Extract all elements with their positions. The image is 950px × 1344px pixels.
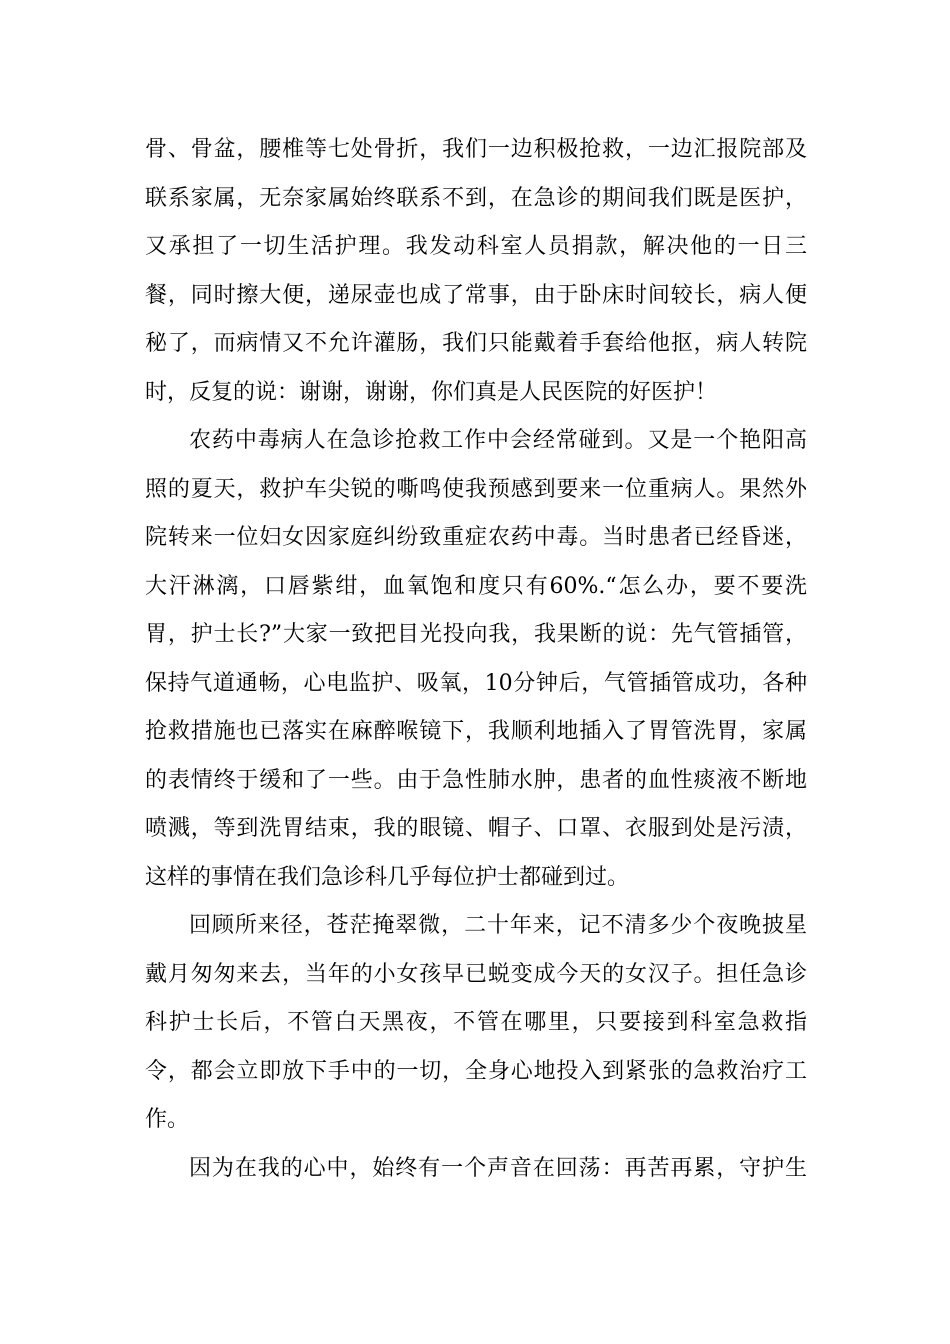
text-line: 时，反复的说：谢谢，谢谢，你们真是人民医院的好医护！ bbox=[145, 379, 718, 405]
text-line: 秘了，而病情又不允许灌肠，我们只能戴着手套给他抠，病人转院 bbox=[145, 331, 807, 356]
text-line: 抢救措施也已落实在麻醉喉镜下，我顺利地插入了胃管洗胃，家属 bbox=[145, 719, 807, 744]
text-line: 作。 bbox=[145, 1107, 190, 1132]
document-body bbox=[145, 126, 807, 1193]
text-line: 大汗淋漓，口唇紫绀，血氧饱和度只有60%.“怎么办，要不要洗 bbox=[145, 573, 807, 599]
paragraph-first-line: 回顾所来径，苍茫掩翠微，二十年来，记不清多少个夜晚披星 bbox=[189, 913, 807, 938]
text-line: 又承担了一切生活护理。我发动科室人员捐款，解决他的一日三 bbox=[145, 234, 807, 259]
text-line: 这样的事情在我们急诊科几乎每位护士都碰到过。 bbox=[145, 864, 630, 890]
text-line: 胃，护士长?”大家一致把目光投向我，我果断的说：先气管插管， bbox=[145, 622, 807, 647]
text-line: 联系家属，无奈家属始终联系不到，在急诊的期间我们既是医护， bbox=[145, 185, 807, 211]
text-line: 喷溅，等到洗胃结束，我的眼镜、帽子、口罩、衣服到处是污渍， bbox=[145, 816, 807, 841]
paragraph-first-line: 因为在我的心中，始终有一个声音在回荡：再苦再累，守护生 bbox=[189, 1155, 807, 1181]
text-line: 保持气道通畅，心电监护、吸氧，10分钟后，气管插管成功，各种 bbox=[145, 670, 807, 696]
paragraph-first-line: 农药中毒病人在急诊抢救工作中会经常碰到。又是一个艳阳高 bbox=[189, 428, 807, 453]
text-line: 餐，同时擦大便，递尿壶也成了常事，由于卧床时间较长，病人便 bbox=[145, 282, 807, 308]
text-line: 科护士长后，不管白天黑夜，不管在哪里，只要接到科室急救指 bbox=[145, 1010, 807, 1035]
text-line: 骨、骨盆，腰椎等七处骨折，我们一边积极抢救，一边汇报院部及 bbox=[145, 137, 807, 162]
text-line: 照的夏天，救护车尖锐的嘶鸣使我预感到要来一位重病人。果然外 bbox=[145, 476, 807, 502]
text-line: 令，都会立即放下手中的一切，全身心地投入到紧张的急救治疗工 bbox=[145, 1058, 807, 1084]
text-line: 院转来一位妇女因家庭纠纷致重症农药中毒。当时患者已经昏迷， bbox=[145, 525, 807, 550]
text-line: 的表情终于缓和了一些。由于急性肺水肿，患者的血性痰液不断地 bbox=[145, 767, 807, 793]
text-line: 戴月匆匆来去，当年的小女孩早已蜕变成今天的女汉子。担任急诊 bbox=[145, 961, 807, 987]
